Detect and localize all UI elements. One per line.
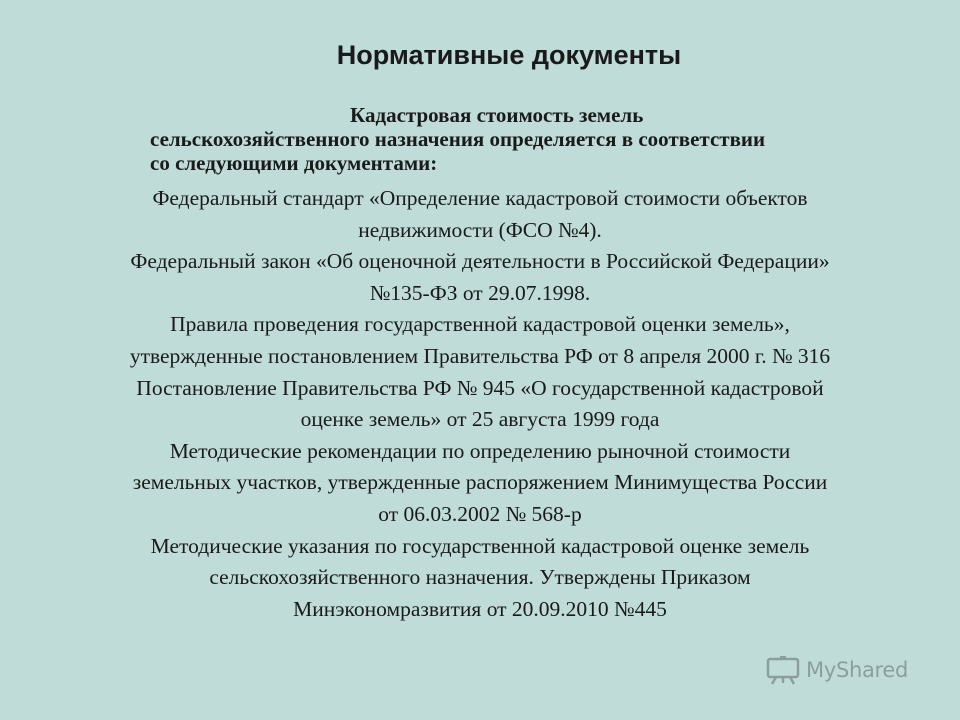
- document-line: оценке земель» от 25 августа 1999 года: [300, 407, 660, 432]
- document-line: земельных участков, утвержденные распоряжением Минимущества России: [132, 470, 828, 495]
- presentation-board-icon: [766, 655, 800, 685]
- watermark-text: MyShared: [806, 658, 909, 682]
- document-line: Методические рекомендации по определению рыночной стоимости: [169, 438, 791, 463]
- page-title: [0, 40, 960, 71]
- document-line: от 06.03.2002 № 568-р: [378, 501, 582, 526]
- document-line: Минэкономразвития от 20.09.2010 №445: [293, 596, 667, 621]
- document-list: [30, 183, 930, 625]
- document-line: сельскохозяйственного назначения. Утверждены Приказом: [209, 565, 751, 590]
- intro-line: сельскохозяйственного назначения определяется в соответствии: [150, 127, 766, 151]
- document-line: недвижимости (ФСО №4).: [358, 217, 602, 242]
- document-line: Федеральный закон «Об оценочной деятельности в Российской Федерации»: [130, 249, 830, 274]
- watermark: [766, 655, 908, 685]
- document-line: Методические указания по государственной кадастровой оценке земель: [150, 533, 810, 558]
- document-line: №135-ФЗ от 29.07.1998.: [369, 280, 591, 305]
- page-title-text: Нормативные документы: [336, 40, 682, 70]
- intro-line: со следующими документами:: [150, 151, 438, 175]
- document-line: Постановление Правительства РФ № 945 «О государственной кадастровой: [136, 375, 824, 400]
- document-line: Правила проведения государственной кадастровой оценки земель»,: [170, 312, 790, 337]
- document-line: утвержденные постановлением Правительства РФ от 8 апреля 2000 г. № 316: [129, 343, 831, 368]
- intro-line: Кадастровая стоимость земель: [350, 103, 644, 127]
- document-line: Федеральный стандарт «Определение кадастровой стоимости объектов: [152, 186, 808, 210]
